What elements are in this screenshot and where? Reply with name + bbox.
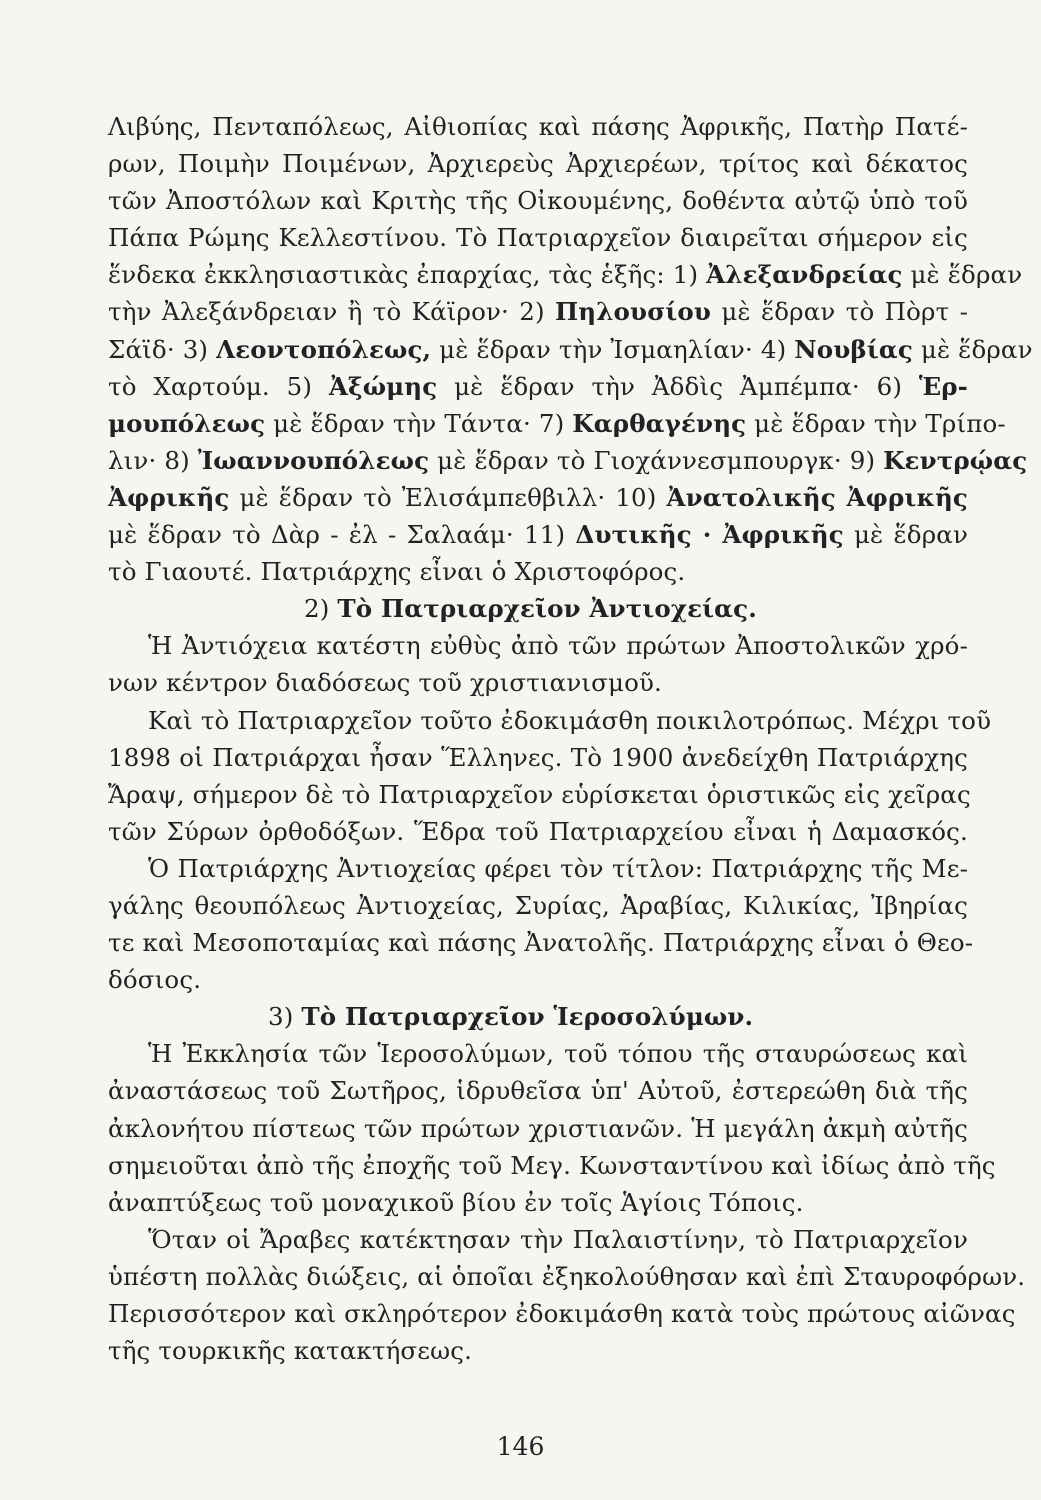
text-line: σημειοῦται ἀπὸ τῆς ἐποχῆς τοῦ Μεγ. Κωνσταντίνου καὶ ἰδίως ἀπὸ τῆς — [108, 1150, 996, 1180]
bold-term: Ἑρ- — [918, 371, 968, 401]
bold-term: Καρθαγένης — [572, 408, 747, 438]
text-line: μὲ ἕδραν τὸ Δὰρ - ἐλ - Σαλαάμ· 11) Δυτικῆς · Ἀφρικῆς μὲ ἕδραν — [108, 520, 968, 550]
bold-term: Πηλουσίου — [554, 297, 712, 327]
text-line: νων κέντρον διαδόσεως τοῦ χριστιανισμοῦ. — [108, 668, 662, 698]
text-line: Ὁ Πατριάρχης Ἀντιοχείας φέρει τὸν τίτλον: Πατριάρχης τῆς Με- — [148, 853, 968, 883]
page-number: 146 — [496, 1432, 545, 1461]
text-line: Ὅταν οἱ Ἄραβες κατέκτησαν τὴν Παλαιστίνην, τὸ Πατριαρχεῖον — [148, 1224, 968, 1254]
bold-term: Κεντρῴας — [883, 445, 1028, 475]
text-line: λιν· 8) Ἰωαννουπόλεως μὲ ἕδραν τὸ Γιοχάννεσμπουργκ· 9) Κεντρῴας — [108, 445, 1028, 475]
text-line: ἀναπτύξεως τοῦ μοναχικοῦ βίου ἐν τοῖς Ἁγίοις Τόποις. — [108, 1187, 804, 1217]
text-line: τὸ Γιαουτέ. Πατριάρχης εἶναι ὁ Χριστοφόρος. — [108, 557, 686, 587]
text-line: ρων, Ποιμὴν Ποιμένων, Ἀρχιερεὺς Ἀρχιερέων, τρίτος καὶ δέκατος — [108, 149, 968, 179]
bold-term: Λεοντοπόλεως, — [216, 334, 432, 364]
text-line: τῶν Ἀποστόλων καὶ Κριτὴς τῆς Οἰκουμένης, δοθέντα αὐτῷ ὑπὸ τοῦ — [108, 186, 968, 216]
bold-term: μουπόλεως — [108, 408, 266, 438]
text-line: Περισσότερον καὶ σκληρότερον ἐδοκιμάσθη κατὰ τοὺς πρώτους αἰῶνας — [108, 1299, 1016, 1328]
text-line: Σάϊδ· 3) Λεοντοπόλεως, μὲ ἕδραν τὴν Ἰσμαηλίαν· 4) Νουβίας μὲ ἕδραν — [108, 334, 1033, 364]
bold-term: Ἀλεξανδρείας — [706, 260, 903, 290]
text-line: ὑπέστη πολλὰς διώξεις, αἱ ὁποῖαι ἐξηκολούθησαν καὶ ἐπὶ Σταυροφόρων. — [108, 1261, 1026, 1291]
text-line: τὴν Ἀλεξάνδρειαν ἢ τὸ Κάϊρον· 2) Πηλουσίου μὲ ἕδραν τὸ Πὸρτ - — [108, 297, 968, 327]
section-heading-3: 3) Τὸ Πατριαρχεῖον Ἱεροσολύμων. — [268, 1002, 754, 1032]
bold-term: Ἀφρικῆς — [108, 482, 230, 512]
text-line: Ἄραψ, σήμερον δὲ τὸ Πατριαρχεῖον εὑρίσκεται ὁριστικῶς εἰς χεῖρας — [108, 779, 971, 809]
text-line: Ἡ Ἀντιόχεια κατέστη εὐθὺς ἀπὸ τῶν πρώτων Ἀποστολικῶν χρό- — [148, 631, 968, 661]
text-line: ἀναστάσεως τοῦ Σωτῆρος, ἱδρυθεῖσα ὑπ' Αὐτοῦ, ἐστερεώθη διὰ τῆς — [108, 1076, 968, 1106]
section-heading-2: 2) Τὸ Πατριαρχεῖον Ἀντιοχείας. — [304, 594, 757, 624]
bold-term: Δυτικῆς · Ἀφρικῆς — [575, 520, 844, 550]
bold-term: Ἀξώμης — [328, 371, 438, 401]
text-line: Ἀφρικῆς μὲ ἕδραν τὸ Ἐλισάμπεθβιλλ· 10) Ἀνατολικῆς Ἀφρικῆς — [108, 482, 968, 512]
text-line: μουπόλεως μὲ ἕδραν τὴν Τάντα· 7) Καρθαγένης μὲ ἕδραν τὴν Τρίπο- — [108, 408, 1006, 438]
text-line: δόσιος. — [108, 965, 202, 995]
text-line: Καὶ τὸ Πατριαρχεῖον τοῦτο ἐδοκιμάσθη ποικιλοτρόπως. Μέχρι τοῦ — [148, 705, 992, 735]
bold-term: Ἀνατολικῆς Ἀφρικῆς — [666, 482, 968, 512]
text-line: Πάπα Ρώμης Κελλεστίνου. Τὸ Πατριαρχεῖον διαιρεῖται σήμερον εἰς — [108, 223, 968, 253]
bold-term: Ἰωαννουπόλεως — [197, 445, 430, 475]
text-line: Λιβύης, Πενταπόλεως, Αἰθιοπίας καὶ πάσης Ἀφρικῆς, Πατὴρ Πατέ- — [108, 112, 968, 141]
text-line: γάλης θεουπόλεως Ἀντιοχείας, Συρίας, Ἀραβίας, Κιλικίας, Ἰβηρίας — [108, 890, 968, 920]
text-line: τὸ Χαρτούμ. 5) Ἀξώμης μὲ ἕδραν τὴν Ἀδδὶς Ἀμπέμπα· 6) Ἑρ- — [108, 371, 968, 401]
text-line: τῆς τουρκικῆς κατακτήσεως. — [108, 1336, 473, 1366]
text-line: τε καὶ Μεσοποταμίας καὶ πάσης Ἀνατολῆς. Πατριάρχης εἶναι ὁ Θεο- — [108, 928, 974, 958]
text-line: 1898 οἱ Πατριάρχαι ἦσαν Ἕλληνες. Τὸ 1900 ἀνεδείχθη Πατριάρχης — [108, 742, 968, 772]
text-line: ἕνδεκα ἐκκλησιαστικὰς ἐπαρχίας, τὰς ἑξῆς: 1) Ἀλεξανδρείας μὲ ἕδραν — [108, 260, 1023, 290]
text-line: ἀκλονήτου πίστεως τῶν πρώτων χριστιανῶν. Ἡ μεγάλη ἀκμὴ αὐτῆς — [108, 1113, 968, 1143]
text-line: τῶν Σύρων ὀρθοδόξων. Ἕδρα τοῦ Πατριαρχείου εἶναι ἡ Δαμασκός. — [108, 816, 968, 846]
body-text — [108, 108, 1033, 1369]
bold-term: Νουβίας — [794, 334, 913, 364]
text-line: Ἡ Ἐκκλησία τῶν Ἱεροσολύμων, τοῦ τόπου τῆς σταυρώσεως καὶ — [148, 1039, 968, 1069]
